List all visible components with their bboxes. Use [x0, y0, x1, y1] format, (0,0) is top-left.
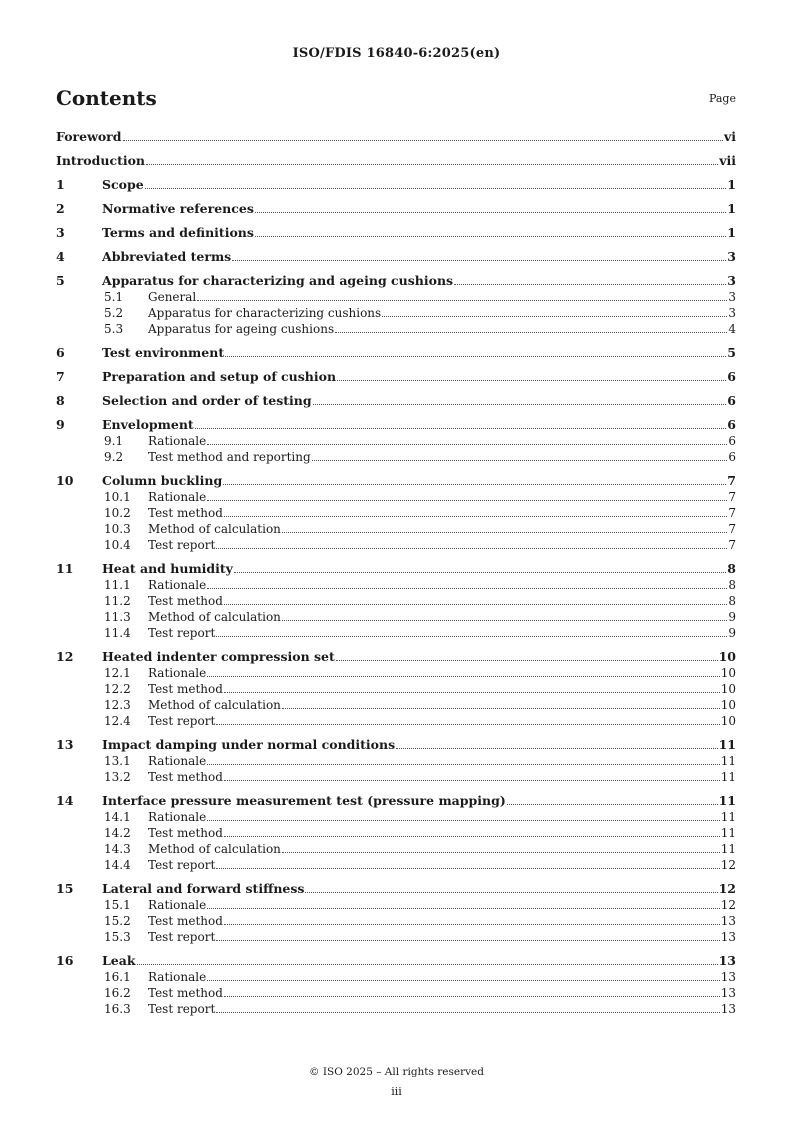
toc-entry[interactable] [56, 177, 736, 193]
dot-leader [224, 515, 727, 517]
toc-entry-number: 3 [56, 225, 65, 240]
toc-subentry[interactable] [56, 697, 736, 713]
dot-leader [305, 891, 717, 893]
toc-entry-page: 13 [720, 913, 736, 928]
toc-entry-page: 13 [720, 985, 736, 1000]
dot-leader [282, 619, 727, 621]
toc-entry-title: Test report [148, 625, 216, 640]
toc-subentry[interactable] [56, 665, 736, 681]
toc-entry-title: Apparatus for ageing cushions [148, 321, 335, 336]
toc-entry-page: 12 [718, 881, 736, 896]
dot-leader [146, 163, 718, 165]
footer-page-number: iii [391, 1085, 402, 1098]
document-id: ISO/FDIS 16840-6:2025(en) [292, 46, 501, 61]
toc-subentry[interactable] [56, 753, 736, 769]
toc-entry-title: Test report [148, 929, 216, 944]
toc-subentry[interactable] [56, 537, 736, 553]
dot-leader [224, 835, 720, 837]
toc-entry-title: Abbreviated terms [102, 249, 232, 264]
toc-entry-page: 7 [728, 521, 736, 536]
dot-leader [216, 939, 719, 941]
toc-entry-number: 10.3 [104, 521, 131, 536]
dot-leader [337, 379, 726, 381]
toc-entry-number: 13 [56, 737, 74, 752]
dot-leader [216, 1011, 719, 1013]
toc-entry-page: 7 [728, 537, 736, 552]
toc-entry-title: General [148, 289, 197, 304]
toc-entry-page: 3 [727, 273, 736, 288]
dot-leader [145, 187, 727, 189]
toc-entry-title: Heat and humidity [102, 561, 233, 576]
toc-subentry[interactable] [56, 825, 736, 841]
copyright-footer: © ISO 2025 – All rights reserved [309, 1066, 484, 1078]
toc-entry-title: Column buckling [102, 473, 223, 488]
dot-leader [454, 283, 726, 285]
toc-subentry[interactable] [56, 609, 736, 625]
toc-entry-number: 15.2 [104, 913, 131, 928]
toc-entry-title: Test report [148, 857, 216, 872]
toc-entry-number: 11.2 [104, 593, 131, 608]
toc-entry-page: 6 [727, 369, 736, 384]
dot-leader [225, 355, 726, 357]
toc-entry-number: 11.1 [104, 577, 131, 592]
toc-entry-number: 14 [56, 793, 74, 808]
toc-subentry[interactable] [56, 985, 736, 1001]
toc-entry[interactable] [56, 561, 736, 577]
toc-subentry[interactable] [56, 489, 736, 505]
toc-entry-page: vii [719, 153, 736, 168]
toc-entry[interactable] [56, 793, 736, 809]
dot-leader [224, 779, 720, 781]
toc-entry[interactable] [56, 273, 736, 289]
toc-entry-title: Test report [148, 537, 216, 552]
toc-subentry[interactable] [56, 969, 736, 985]
toc-entry-page: 11 [720, 825, 736, 840]
toc-subentry[interactable] [56, 305, 736, 321]
toc-entry-number: 10 [56, 473, 74, 488]
toc-entry-title: Test report [148, 1001, 216, 1016]
toc-entry-number: 12 [56, 649, 74, 664]
dot-leader [207, 763, 720, 765]
dot-leader [232, 259, 726, 261]
dot-leader [207, 499, 727, 501]
dot-leader [216, 547, 727, 549]
dot-leader [195, 427, 727, 429]
table-of-contents [56, 129, 736, 1017]
toc-entry-number: 13.2 [104, 769, 131, 784]
toc-entry-number: 16.2 [104, 985, 131, 1000]
toc-entry[interactable] [56, 369, 736, 385]
toc-entry[interactable] [56, 417, 736, 433]
toc-entry-number: 10.4 [104, 537, 131, 552]
toc-subentry[interactable] [56, 769, 736, 785]
toc-entry-page: 5 [727, 345, 736, 360]
toc-entry[interactable] [56, 129, 736, 145]
toc-entry-page: 1 [727, 177, 736, 192]
toc-entry-title: Leak [102, 953, 136, 968]
toc-subentry[interactable] [56, 913, 736, 929]
toc-entry-title: Test method [148, 913, 223, 928]
toc-entry-title: Preparation and setup of cushion [102, 369, 337, 384]
toc-entry-page: 7 [728, 505, 736, 520]
toc-entry[interactable] [56, 953, 736, 969]
toc-subentry[interactable] [56, 593, 736, 609]
toc-entry-page: 11 [718, 793, 736, 808]
toc-entry-page: 3 [727, 249, 736, 264]
toc-entry-title: Scope [102, 177, 144, 192]
toc-entry-page: 9 [728, 609, 736, 624]
toc-entry[interactable] [56, 393, 736, 409]
toc-entry-title: Envelopment [102, 417, 194, 432]
toc-entry[interactable] [56, 737, 736, 753]
dot-leader [216, 867, 719, 869]
toc-entry-title: Test method and reporting [148, 449, 311, 464]
dot-leader [207, 587, 727, 589]
dot-leader [282, 531, 727, 533]
dot-leader [224, 691, 720, 693]
dot-leader [255, 235, 726, 237]
toc-entry-page: 13 [720, 929, 736, 944]
dot-leader [382, 315, 727, 317]
toc-subentry[interactable] [56, 897, 736, 913]
toc-subentry[interactable] [56, 809, 736, 825]
toc-entry-page: 10 [720, 665, 736, 680]
dot-leader [224, 923, 720, 925]
toc-subentry[interactable] [56, 681, 736, 697]
toc-entry-page: 1 [727, 225, 736, 240]
toc-entry-title: Rationale [148, 897, 207, 912]
toc-entry-number: 7 [56, 369, 65, 384]
toc-entry-number: 1 [56, 177, 65, 192]
toc-entry[interactable] [56, 345, 736, 361]
toc-entry-title: Rationale [148, 809, 207, 824]
toc-entry-title: Rationale [148, 665, 207, 680]
toc-entry-page: 6 [727, 393, 736, 408]
dot-leader [216, 723, 719, 725]
toc-entry-page: 4 [728, 321, 736, 336]
toc-entry-page: 8 [727, 561, 736, 576]
toc-entry-page: 11 [720, 769, 736, 784]
toc-entry[interactable] [56, 201, 736, 217]
toc-entry-number: 16.3 [104, 1001, 131, 1016]
toc-entry-title: Interface pressure measurement test (pressure mapping) [102, 793, 506, 808]
toc-entry-number: 14.2 [104, 825, 131, 840]
toc-entry-page: 10 [720, 681, 736, 696]
toc-entry-page: 3 [728, 305, 736, 320]
toc-subentry[interactable] [56, 857, 736, 873]
toc-entry-number: 14.4 [104, 857, 131, 872]
toc-entry-title: Rationale [148, 489, 207, 504]
toc-subentry[interactable] [56, 521, 736, 537]
toc-entry-title: Apparatus for characterizing and ageing cushions [102, 273, 454, 288]
toc-entry-title: Introduction [56, 153, 146, 168]
toc-entry-number: 11 [56, 561, 74, 576]
toc-entry-number: 16.1 [104, 969, 131, 984]
toc-entry-number: 9.2 [104, 449, 124, 464]
toc-entry-number: 15.1 [104, 897, 131, 912]
toc-entry-title: Test method [148, 985, 223, 1000]
dot-leader [216, 635, 727, 637]
toc-entry-title: Foreword [56, 129, 122, 144]
toc-subentry[interactable] [56, 625, 736, 641]
toc-entry-page: 8 [728, 593, 736, 608]
toc-entry-number: 15.3 [104, 929, 131, 944]
dot-leader [336, 659, 718, 661]
toc-entry-page: 12 [720, 857, 736, 872]
toc-entry[interactable] [56, 225, 736, 241]
toc-entry-title: Impact damping under normal conditions [102, 737, 396, 752]
toc-entry-number: 11.4 [104, 625, 131, 640]
toc-entry-page: 7 [728, 489, 736, 504]
toc-subentry[interactable] [56, 929, 736, 945]
toc-subentry[interactable] [56, 713, 736, 729]
dot-leader [207, 907, 720, 909]
toc-entry-number: 6 [56, 345, 65, 360]
dot-leader [207, 443, 727, 445]
toc-entry-page: 6 [727, 417, 736, 432]
dot-leader [335, 331, 727, 333]
dot-leader [207, 819, 720, 821]
toc-entry-title: Selection and order of testing [102, 393, 312, 408]
toc-entry-title: Method of calculation [148, 521, 281, 536]
toc-entry-title: Test method [148, 593, 223, 608]
toc-entry-title: Test environment [102, 345, 225, 360]
page-column-label: Page [708, 92, 736, 105]
toc-entry[interactable] [56, 473, 736, 489]
toc-entry-page: 13 [720, 969, 736, 984]
toc-entry-number: 5.1 [104, 289, 124, 304]
toc-entry-page: 12 [720, 897, 736, 912]
toc-entry-page: vi [723, 129, 736, 144]
dot-leader [234, 571, 726, 573]
toc-entry-number: 9.1 [104, 433, 124, 448]
toc-subentry[interactable] [56, 841, 736, 857]
toc-entry-number: 5.2 [104, 305, 124, 320]
dot-leader [396, 747, 717, 749]
toc-entry-page: 10 [720, 697, 736, 712]
toc-entry-title: Rationale [148, 969, 207, 984]
toc-entry-title: Method of calculation [148, 697, 281, 712]
toc-entry-page: 7 [727, 473, 736, 488]
toc-entry-number: 5 [56, 273, 65, 288]
toc-entry-title: Method of calculation [148, 841, 281, 856]
toc-subentry[interactable] [56, 449, 736, 465]
toc-entry[interactable] [56, 649, 736, 665]
toc-entry-number: 9 [56, 417, 65, 432]
toc-entry-page: 11 [718, 737, 736, 752]
dot-leader [137, 963, 718, 965]
dot-leader [282, 851, 720, 853]
toc-entry-page: 11 [720, 841, 736, 856]
dot-leader [507, 803, 718, 805]
dot-leader [207, 675, 720, 677]
toc-entry-number: 4 [56, 249, 65, 264]
toc-subentry[interactable] [56, 1001, 736, 1017]
dot-leader [123, 139, 723, 141]
toc-entry-title: Method of calculation [148, 609, 281, 624]
dot-leader [255, 211, 726, 213]
dot-leader [313, 403, 727, 405]
toc-entry[interactable] [56, 881, 736, 897]
toc-entry-number: 12.3 [104, 697, 131, 712]
toc-entry-title: Rationale [148, 753, 207, 768]
toc-entry-number: 16 [56, 953, 74, 968]
toc-entry-title: Test method [148, 769, 223, 784]
toc-entry-page: 13 [720, 1001, 736, 1016]
toc-entry-number: 10.1 [104, 489, 131, 504]
toc-entry-page: 6 [728, 449, 736, 464]
toc-entry-number: 12.4 [104, 713, 131, 728]
toc-entry-page: 11 [720, 809, 736, 824]
toc-entry-page: 1 [727, 201, 736, 216]
toc-entry-number: 12.2 [104, 681, 131, 696]
toc-entry-number: 14.3 [104, 841, 131, 856]
toc-entry-page: 6 [728, 433, 736, 448]
toc-entry[interactable] [56, 249, 736, 265]
toc-entry-title: Test method [148, 681, 223, 696]
toc-entry-title: Normative references [102, 201, 254, 216]
toc-entry-title: Apparatus for characterizing cushions [148, 305, 382, 320]
toc-entry-title: Heated indenter compression set [102, 649, 335, 664]
toc-entry[interactable] [56, 153, 736, 169]
toc-entry-number: 12.1 [104, 665, 131, 680]
toc-entry-page: 11 [720, 753, 736, 768]
toc-entry-title: Rationale [148, 433, 207, 448]
toc-entry-page: 10 [720, 713, 736, 728]
toc-entry-page: 10 [718, 649, 736, 664]
toc-entry-title: Rationale [148, 577, 207, 592]
dot-leader [224, 995, 720, 997]
contents-title: Contents [56, 86, 157, 110]
toc-entry-number: 13.1 [104, 753, 131, 768]
toc-entry-title: Test method [148, 505, 223, 520]
toc-entry-title: Test method [148, 825, 223, 840]
toc-entry-title: Terms and definitions [102, 225, 254, 240]
dot-leader [312, 459, 728, 461]
toc-entry-number: 14.1 [104, 809, 131, 824]
toc-entry-page: 13 [718, 953, 736, 968]
toc-entry-number: 2 [56, 201, 65, 216]
dot-leader [224, 603, 727, 605]
toc-subentry[interactable] [56, 505, 736, 521]
toc-entry-page: 8 [728, 577, 736, 592]
dot-leader [207, 979, 720, 981]
dot-leader [197, 299, 727, 301]
toc-entry-title: Test report [148, 713, 216, 728]
toc-subentry[interactable] [56, 289, 736, 305]
toc-entry-number: 8 [56, 393, 65, 408]
toc-entry-page: 9 [728, 625, 736, 640]
toc-subentry[interactable] [56, 433, 736, 449]
dot-leader [282, 707, 720, 709]
toc-entry-number: 10.2 [104, 505, 131, 520]
dot-leader [223, 483, 726, 485]
toc-entry-page: 3 [728, 289, 736, 304]
toc-entry-number: 11.3 [104, 609, 131, 624]
toc-entry-number: 15 [56, 881, 74, 896]
toc-subentry[interactable] [56, 321, 736, 337]
toc-entry-title: Lateral and forward stiffness [102, 881, 305, 896]
toc-subentry[interactable] [56, 577, 736, 593]
toc-entry-number: 5.3 [104, 321, 124, 336]
